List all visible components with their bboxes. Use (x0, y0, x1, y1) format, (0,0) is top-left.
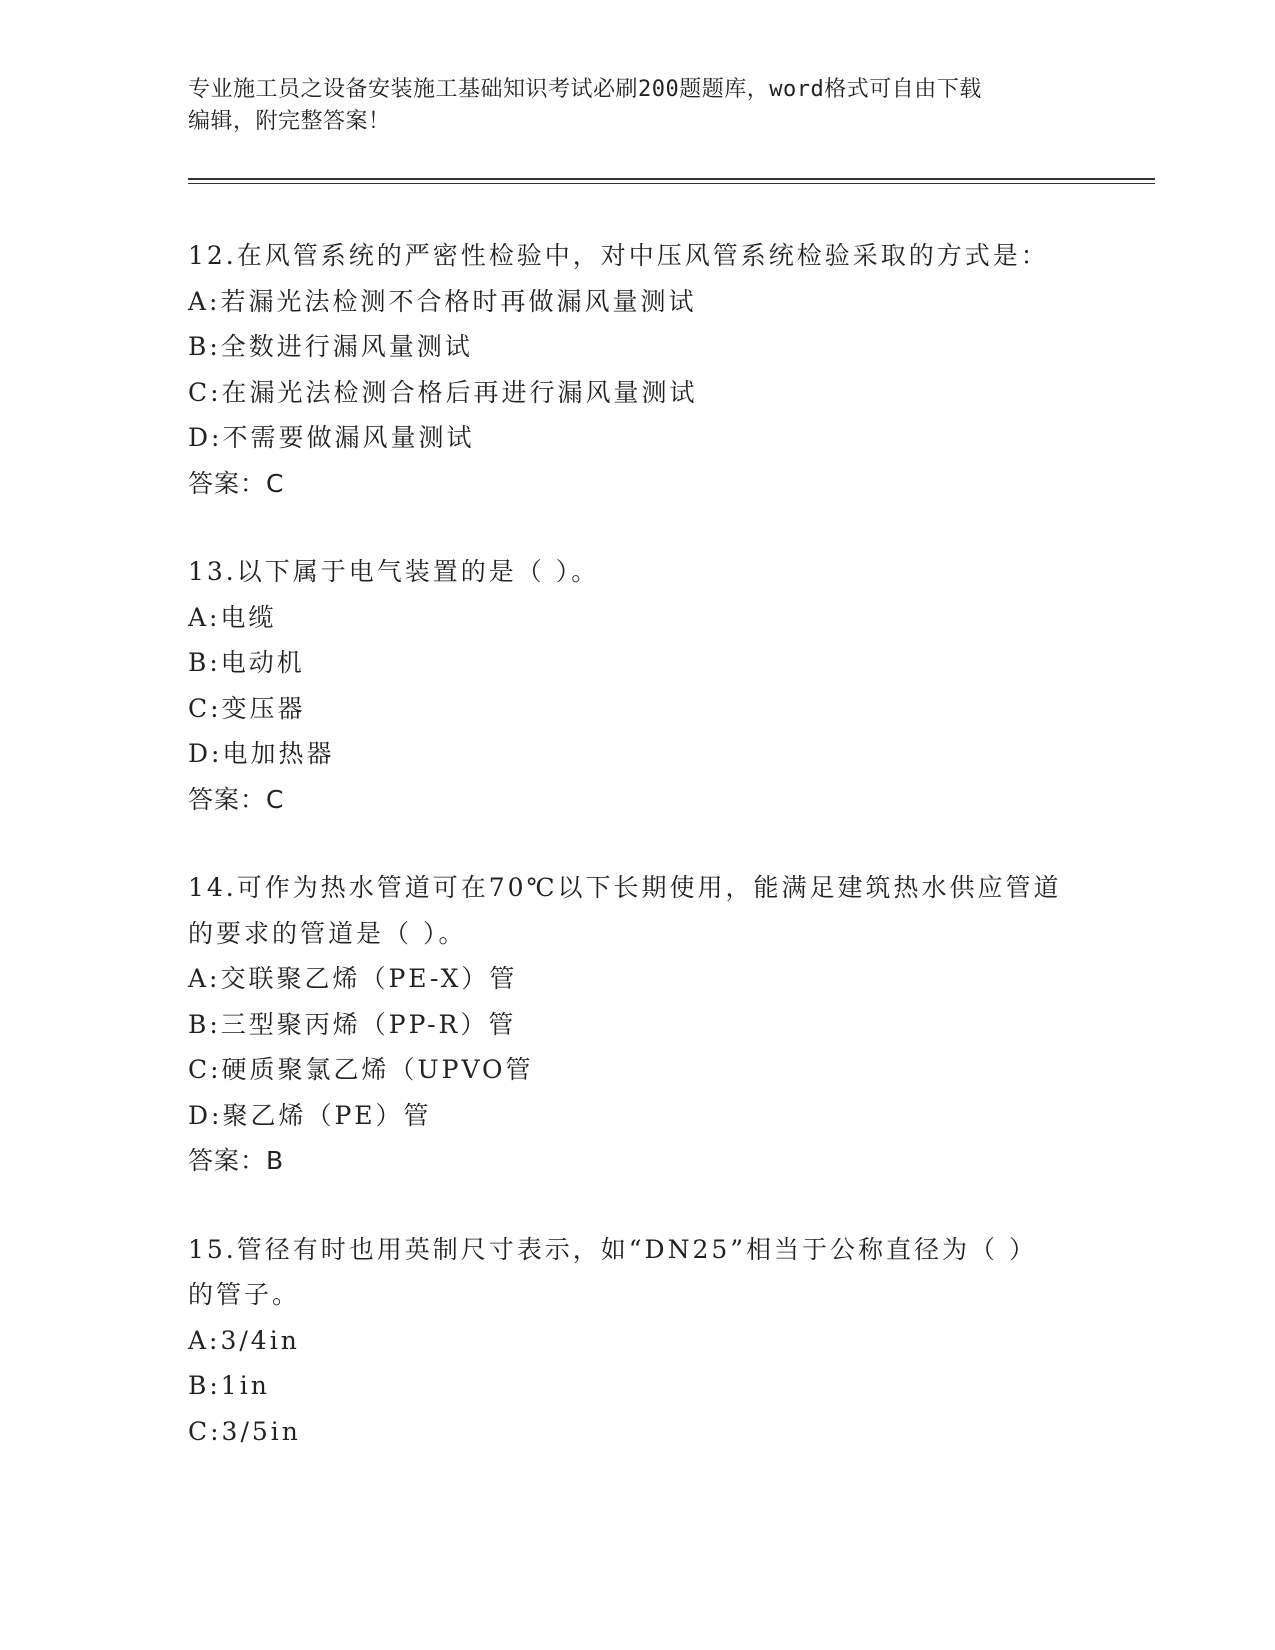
answer-option: D:电加热器 (188, 739, 335, 768)
question-block (188, 865, 1088, 1184)
header-line: 编辑，附完整答案！ (188, 109, 391, 134)
header-line: 专业施工员之设备安装施工基础知识考试必刷200题题库，word格式可自由下载 (188, 77, 982, 102)
answer-option: A:3/4in (188, 1325, 300, 1355)
answer-key: 答案：C (188, 784, 285, 814)
question-stem: 14.可作为热水管道可在70℃以下长期使用，能满足建筑热水供应管道 (188, 873, 1062, 902)
answer-option: B:1in (188, 1371, 270, 1400)
answer-option: C:硬质聚氯乙烯（UPVO管 (188, 1055, 534, 1084)
answer-option: D:聚乙烯（PE）管 (188, 1100, 432, 1130)
answer-option: B:三型聚丙烯（PP-R）管 (188, 1009, 517, 1039)
header-divider-thin (188, 183, 1155, 184)
answer-option: A:交联聚乙烯（PE-X）管 (188, 964, 518, 993)
answer-option: C:变压器 (188, 693, 306, 723)
answer-option: B:电动机 (188, 648, 305, 677)
answer-key: 答案：C (188, 468, 285, 498)
document-header (188, 74, 1068, 138)
question-block (188, 233, 1088, 506)
question-stem: 13.以下属于电气装置的是（ ）。 (188, 557, 600, 586)
answer-option: C:3/5in (188, 1416, 301, 1446)
question-block (188, 549, 1088, 822)
question-stem: 12.在风管系统的严密性检验中，对中压风管系统检验采取的方式是： (188, 241, 1049, 270)
question-block (188, 1227, 1088, 1455)
answer-key: 答案：B (188, 1146, 285, 1175)
answer-option: D:不需要做漏风量测试 (188, 423, 475, 452)
header-divider (188, 178, 1155, 180)
answer-option: B:全数进行漏风量测试 (188, 332, 473, 361)
question-list (188, 233, 1088, 1497)
question-stem: 15.管径有时也用英制尺寸表示，如“DN25”相当于公称直径为（ ） (188, 1234, 1037, 1264)
question-stem: 的管子。 (188, 1280, 301, 1309)
answer-option: A:若漏光法检测不合格时再做漏风量测试 (188, 286, 697, 316)
question-stem: 的要求的管道是（ ）。 (188, 918, 467, 948)
answer-option: C:在漏光法检测合格后再进行漏风量测试 (188, 377, 698, 407)
answer-option: A:电缆 (188, 602, 277, 632)
